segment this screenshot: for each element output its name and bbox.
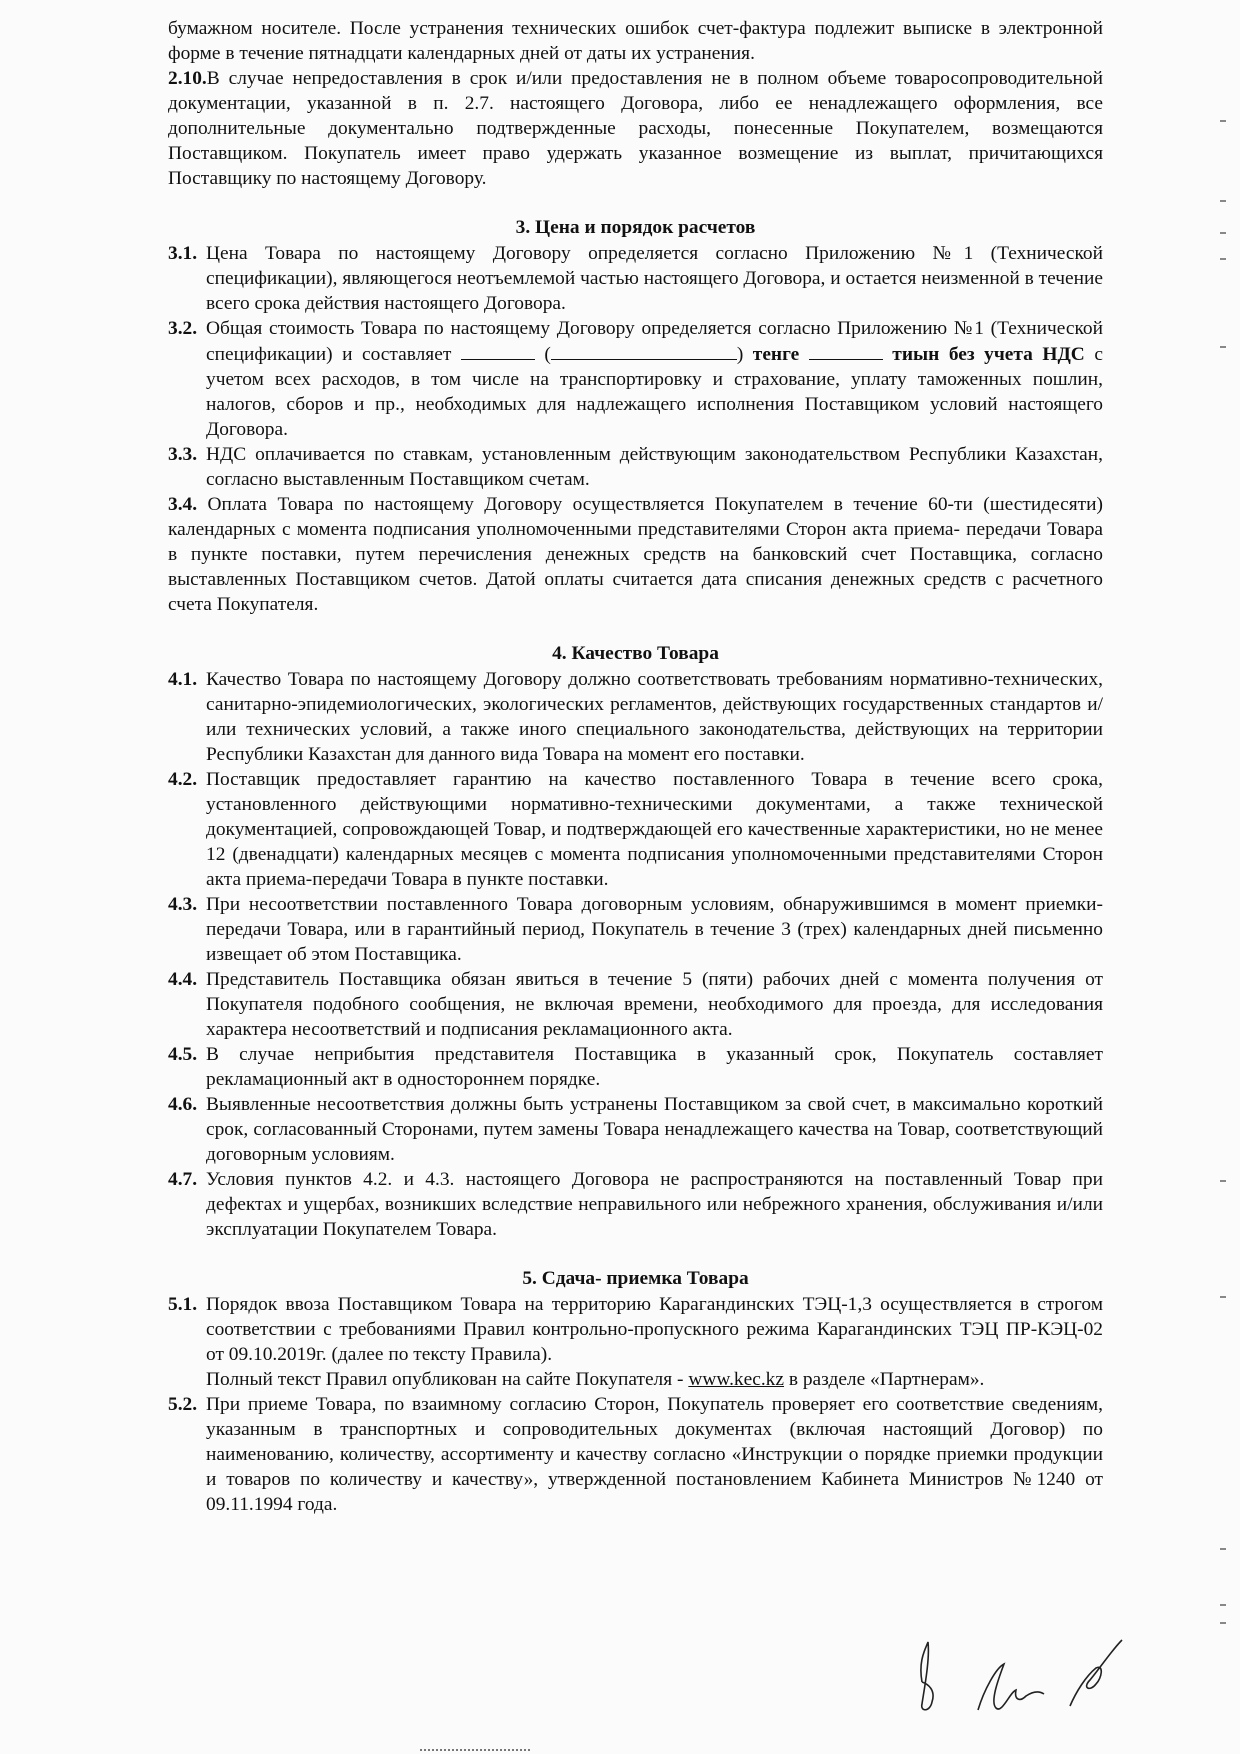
scan-artifact xyxy=(420,1746,530,1751)
clause-4-2 xyxy=(168,767,1103,892)
scan-artifact xyxy=(1220,120,1226,122)
amount-blank xyxy=(461,341,535,360)
website-link[interactable]: www.kec.kz xyxy=(688,1369,784,1390)
signature-mark-3 xyxy=(1070,1640,1122,1706)
amount-words-blank xyxy=(551,341,737,360)
tenge-label: тенге xyxy=(752,344,800,365)
scan-artifact xyxy=(1220,346,1226,348)
scan-artifact xyxy=(1220,232,1226,234)
clause-text: В случае неприбытия представителя Поставщика в указанный срок, Покупатель составляет рекламационный акт в одностороннем порядке. xyxy=(206,1044,1103,1090)
document-body xyxy=(168,16,1103,1517)
clause-4-4 xyxy=(168,967,1103,1042)
clause-4-5 xyxy=(168,1042,1103,1092)
clause-number: 4.6. xyxy=(168,1094,198,1115)
section-3-title: 3. Цена и порядок расчетов xyxy=(515,217,756,238)
clause-number: 3.2. xyxy=(168,318,198,339)
clause-text-part: с учетом всех расходов, в том числе на транспортировку и страхование, уплату таможенных пошлин, налогов, сборов и пр., необходимых для надлежащего исполнения Поставщиком условий настоящего Договора. xyxy=(206,344,1103,440)
section-5-title: 5. Сдача- приемка Товара xyxy=(522,1268,749,1289)
clause-number: 4.7. xyxy=(168,1169,198,1190)
scan-artifact xyxy=(1220,258,1226,260)
scan-artifact xyxy=(1220,1604,1226,1606)
clause-3-2 xyxy=(168,316,1103,442)
clause-2-10 xyxy=(168,66,1103,191)
clause-text: При несоответствии поставленного Товара договорным условиям, обнаружившимся в момент приемки-передачи Товара, или в гарантийный период, Покупатель в течение 3 (трех) календарных дней письменно извещает об этом Поставщика. xyxy=(206,894,1103,965)
clause-text: В случае непредоставления в срок и/или предоставления не в полном объеме товаросопроводительной документации, указанной в п. 2.7. настоящего Договора, либо ее ненадлежащего оформления, все дополнительные документально подтвержденные расходы, понесенные Покупателем, возмещаются Поставщиком. Покупатель имеет право удержать указанное возмещение из выплат, причитающихся Поставщику по настоящему Договору. xyxy=(168,68,1103,189)
clause-text-part: Общая стоимость Товара по настоящему Договору определяется согласно Приложению №1 (Технической спецификации) и составляет xyxy=(206,318,1103,365)
scan-artifact xyxy=(1220,1548,1226,1550)
clause-text: Качество Товара по настоящему Договору должно соответствовать требованиям нормативно-технических, санитарно-эпидемиологических, экологических регламентов, действующих государственных стандартов и/или технических условий, а также иного специального законодательства, действующих на территории Республики Казахстан для данного вида Товара на момент его поставки. xyxy=(206,669,1103,765)
clause-text: НДС оплачивается по ставкам, установленным действующим законодательством Республики Казахстан, согласно выставленным Поставщиком счетам. xyxy=(206,444,1103,490)
clause-3-1 xyxy=(168,241,1103,316)
clause-text: Представитель Поставщика обязан явиться в течение 5 (пяти) рабочих дней с момента получения от Покупателя подобного сообщения, не включая времени, необходимого для проезда, для исследования характера несоответствий и подписания рекламационного акта. xyxy=(206,969,1103,1040)
clause-number: 4.2. xyxy=(168,769,198,790)
clause-5-1 xyxy=(168,1292,1103,1392)
intro-paragraph: бумажном носителе. После устранения технических ошибок счет-фактура подлежит выписке в электронной форме в течение пятнадцати календарных дней от даты их устранения. xyxy=(168,18,1103,64)
scan-artifact xyxy=(1220,1180,1226,1182)
signature-mark-2 xyxy=(978,1664,1044,1710)
clause-text-part: в разделе «Партнерам». xyxy=(788,1369,985,1390)
paren-open: ( xyxy=(544,344,551,365)
clause-number: 2.10. xyxy=(168,68,207,89)
scan-artifact xyxy=(1220,200,1226,202)
clause-text: Цена Товара по настоящему Договору определяется согласно Приложению №1 (Технической спецификации), являющегося неотъемлемой частью настоящего Договора, и остается неизменной в течение всего срока действия настоящего Договора. xyxy=(206,243,1103,314)
clause-4-6 xyxy=(168,1092,1103,1167)
clause-text xyxy=(206,316,1103,442)
clause-number: 3.4. xyxy=(168,494,198,515)
clause-4-1 xyxy=(168,667,1103,767)
clause-text: При приеме Товара, по взаимному согласию Сторон, Покупатель проверяет его соответствие сведениям, указанным в транспортных и сопроводительных документах (включая настоящий Договор) по наименованию, количеству, ассортименту и качеству согласно «Инструкции о порядке приемки продукции и товаров по количеству и качеству», утвержденной постановлением Кабинета Министров №1240 от 09.11.1994 года. xyxy=(206,1394,1103,1515)
clause-number: 4.5. xyxy=(168,1044,198,1065)
clause-text: Оплата Товара по настоящему Договору осуществляется Покупателем в течение 60-ти (шестидесяти) календарных с момента подписания уполномоченными представителями Сторон акта приема- передачи Товара в пункте поставки, путем перечисления денежных средств на банковский счет Поставщика, согласно выставленных Поставщиком счетов. Датой оплаты считается дата списания денежных средств с расчетного счета Покупателя. xyxy=(168,494,1103,615)
clause-number: 3.1. xyxy=(168,243,198,264)
scan-artifact xyxy=(1220,1296,1226,1298)
signature-mark-1 xyxy=(921,1642,933,1710)
clause-text: Поставщик предоставляет гарантию на качество поставленного Товара в течение всего срока, установленного действующими нормативно-техническими документами, а также технической документацией, сопровождающей Товар, и подтверждающей его качественные характеристики, но не менее 12 (двенадцати) календарных месяцев с момента подписания уполномоченными представителями Сторон акта приема-передачи Товара в пункте поставки. xyxy=(206,769,1103,890)
tiyn-label: тиын без учета НДС xyxy=(892,344,1085,365)
clause-4-7 xyxy=(168,1167,1103,1242)
clause-5-2 xyxy=(168,1392,1103,1517)
tiyn-blank xyxy=(809,341,883,360)
clause-number: 5.2. xyxy=(168,1394,198,1415)
section-4-title: 4. Качество Товара xyxy=(552,643,719,664)
clause-number: 4.3. xyxy=(168,894,198,915)
handwritten-signatures xyxy=(900,1620,1140,1720)
clause-text-part: Порядок ввоза Поставщиком Товара на территорию Карагандинских ТЭЦ-1,3 осуществляется в строгом соответствии с требованиями Правил контрольно-пропускного режима Карагандинских ТЭЦ ПР-КЭЦ-02 от 09.10.2019г. (далее по тексту Правила). xyxy=(206,1294,1103,1365)
clause-number: 5.1. xyxy=(168,1294,198,1315)
clause-number: 3.3. xyxy=(168,444,198,465)
clause-4-3 xyxy=(168,892,1103,967)
paren-close: ) xyxy=(736,344,744,365)
scan-artifact xyxy=(1220,1622,1226,1624)
clause-number: 4.4. xyxy=(168,969,198,990)
clause-text: Выявленные несоответствия должны быть устранены Поставщиком за свой счет, в максимально короткий срок, согласованный Сторонами, путем замены Товара ненадлежащего качества на Товар, соответствующий договорным условиям. xyxy=(206,1094,1103,1165)
clause-text xyxy=(206,1292,1103,1392)
clause-text-part: Полный текст Правил опубликован на сайте Покупателя - xyxy=(206,1369,684,1390)
clause-3-4 xyxy=(168,492,1103,617)
clause-3-3 xyxy=(168,442,1103,492)
clause-text: Условия пунктов 4.2. и 4.3. настоящего Договора не распространяются на поставленный Товар при дефектах и ущербах, возникших вследствие неправильного или небрежного хранения, обслуживания и/или эксплуатации Покупателем Товара. xyxy=(206,1169,1103,1240)
clause-number: 4.1. xyxy=(168,669,198,690)
